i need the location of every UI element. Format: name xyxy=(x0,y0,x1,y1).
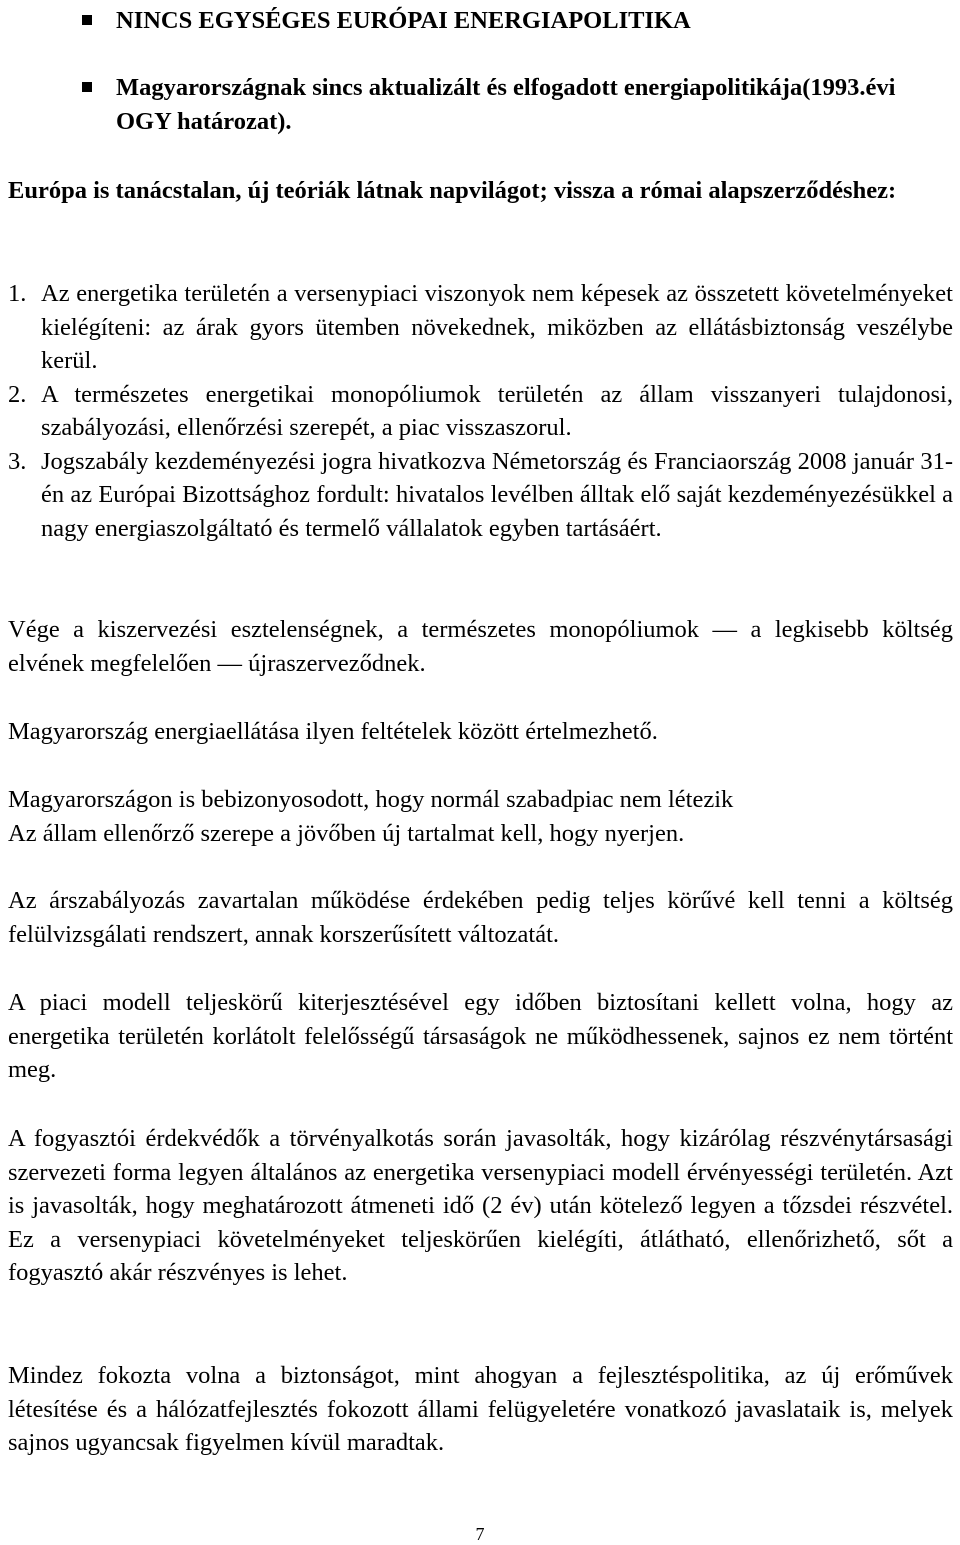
numbered-item xyxy=(8,378,953,445)
item-text: Jogszabály kezdeményezési jogra hivatkozva Németország és Franciaország 2008 január 31-én az Európai Bizottsághoz fordult: hivatalos levélben álltak elő saját kezdeményezésükkel a nagy energiaszolgáltató és termelő vállalatok egyben tartásáért. xyxy=(41,447,953,542)
paragraph: Mindez fokozta volna a biztonságot, mint ahogyan a fejlesztéspolitika, az új erőművek létesítése és a hálózatfejlesztés fokozott állami felügyeletére vonatkozó javaslataik is, melyek sajnos ugyancsak figyelmen kívül maradtak. xyxy=(8,1362,953,1456)
numbered-item xyxy=(8,445,953,546)
paragraph xyxy=(8,783,953,850)
paragraph-line: Magyarországon is bebizonyosodott, hogy normál szabadpiac nem létezik xyxy=(8,786,734,813)
square-bullet-icon xyxy=(82,15,92,25)
item-number: 2. xyxy=(8,380,27,408)
paragraph: Az árszabályozás zavartalan működése érdekében pedig teljes körűvé kell tenni a költség felülvizsgálati rendszert, annak korszerűsített változatát. xyxy=(8,887,953,948)
numbered-list xyxy=(8,277,953,545)
bullet-text: NINCS EGYSÉGES EURÓPAI ENERGIAPOLITIKA xyxy=(116,7,691,34)
intro-heading: Európa is tanácstalan, új teóriák látnak napvilágot; vissza a római alapszerződéshez: xyxy=(8,177,897,204)
item-number: 3. xyxy=(8,447,27,475)
item-number: 1. xyxy=(8,280,27,307)
paragraph: A fogyasztói érdekvédők a törvényalkotás során javasolták, hogy kizárólag részvénytársasági szervezeti forma legyen általános az energetika versenypiaci modell érvényességi területén. Azt is javasolták, hogy meghatározott átmeneti idő (2 év) után kötelező legyen a tőzsdei részvétel. Ez a versenypiaci követelményeket teljeskörűen kielégíti, átlátható, ellenőrizhető, sőt a fogyasztó akár részvényes is lehet. xyxy=(8,1125,953,1286)
item-text: Az energetika területén a versenypiaci viszonyok nem képesek az összetett követelményeket kielégíteni: az árak gyors ütemben növekednek, miközben az ellátásbiztonság veszélybe kerül. xyxy=(41,280,953,374)
item-text: A természetes energetikai monopóliumok területén az állam visszanyeri tulajdonosi, szabályozási, ellenőrzési szerepét, a piac visszaszorul. xyxy=(41,380,953,441)
paragraph: A piaci modell teljeskörű kiterjesztésével egy időben biztosítani kellett volna, hogy az energetika területén korlátolt felelősségű társaságok ne működhessenek, sajnos ez nem történt meg. xyxy=(8,989,953,1083)
paragraph: Magyarország energiaellátása ilyen feltételek között értelmezhető. xyxy=(8,718,658,745)
page-number: 7 xyxy=(475,1524,485,1544)
paragraph: Vége a kiszervezési esztelenségnek, a természetes monopóliumok — a legkisebb költség elvének megfelelően — újraszerveződnek. xyxy=(8,616,953,677)
bullet-item xyxy=(82,4,942,38)
bullet-item xyxy=(82,71,942,139)
bullet-text: Magyarországnak sincs aktualizált és elfogadott energiapolitikája(1993.évi OGY határozat). xyxy=(116,74,896,135)
numbered-item xyxy=(8,277,953,378)
paragraph-line: Az állam ellenőrző szerepe a jövőben új tartalmat kell, hogy nyerjen. xyxy=(8,819,685,847)
square-bullet-icon xyxy=(82,82,92,92)
